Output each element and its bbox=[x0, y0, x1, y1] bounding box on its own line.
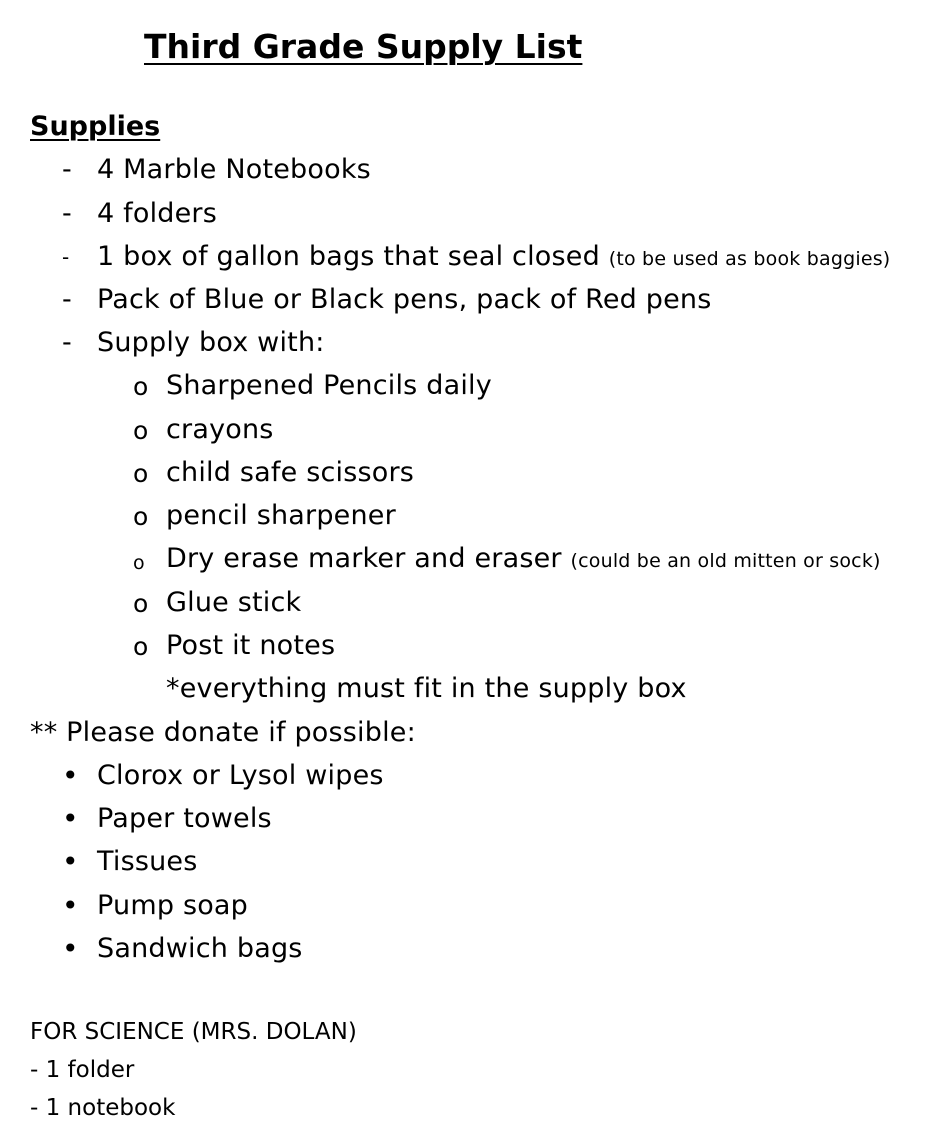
item-text: Glue stick bbox=[166, 587, 302, 618]
list-marker: - bbox=[62, 154, 72, 185]
list-item bbox=[97, 240, 890, 276]
item-text: Supply box with: bbox=[97, 327, 325, 358]
bullet-marker: • bbox=[62, 759, 79, 792]
supplies-heading: Supplies bbox=[30, 111, 161, 142]
science-item: - 1 folder bbox=[30, 1057, 135, 1083]
list-item bbox=[97, 197, 217, 231]
item-text: pencil sharpener bbox=[166, 500, 396, 531]
list-marker: - bbox=[62, 327, 72, 358]
list-item bbox=[97, 326, 325, 360]
supply-box-note: *everything must fit in the supply box bbox=[166, 673, 687, 704]
list-item bbox=[97, 153, 371, 187]
list-item: Sandwich bags bbox=[97, 933, 303, 964]
list-item bbox=[166, 456, 414, 490]
bullet-marker: • bbox=[62, 845, 79, 878]
list-item bbox=[166, 499, 396, 533]
page-title: Third Grade Supply List bbox=[144, 27, 583, 66]
list-marker: o bbox=[133, 459, 149, 488]
item-text: 4 Marble Notebooks bbox=[97, 154, 371, 185]
list-marker: - bbox=[62, 284, 72, 315]
list-marker: o bbox=[133, 502, 149, 531]
list-marker: o bbox=[133, 589, 149, 618]
science-heading: FOR SCIENCE (MRS. DOLAN) bbox=[30, 1019, 357, 1045]
bullet-marker: • bbox=[62, 802, 79, 835]
list-item: Pump soap bbox=[97, 890, 249, 921]
list-item bbox=[166, 542, 881, 578]
bullet-marker: • bbox=[62, 932, 79, 965]
list-marker: - bbox=[62, 245, 70, 269]
list-item: Clorox or Lysol wipes bbox=[97, 760, 384, 791]
item-text: Sharpened Pencils daily bbox=[166, 370, 492, 401]
list-marker: o bbox=[133, 372, 149, 401]
list-marker: o bbox=[133, 632, 149, 661]
list-marker: - bbox=[62, 198, 72, 229]
item-text: 1 box of gallon bags that seal closed bbox=[97, 241, 600, 272]
item-text: child safe scissors bbox=[166, 457, 415, 488]
item-note: (to be used as book baggies) bbox=[608, 248, 891, 270]
list-item bbox=[166, 413, 274, 447]
list-marker: o bbox=[133, 552, 145, 574]
item-text: crayons bbox=[166, 414, 274, 445]
item-text: Pack of Blue or Black pens, pack of Red pens bbox=[97, 284, 712, 315]
bullet-marker: • bbox=[62, 889, 79, 922]
list-marker: o bbox=[133, 416, 149, 445]
item-text: Post it notes bbox=[166, 630, 336, 661]
donate-heading: ** Please donate if possible: bbox=[30, 717, 416, 748]
item-text: 4 folders bbox=[97, 198, 218, 229]
list-item bbox=[97, 283, 712, 317]
science-item: - 1 notebook bbox=[30, 1095, 176, 1121]
list-item bbox=[166, 369, 492, 403]
item-text: Dry erase marker and eraser bbox=[166, 543, 562, 574]
list-item: Tissues bbox=[97, 846, 198, 877]
list-item bbox=[166, 629, 335, 663]
item-note: (could be an old mitten or sock) bbox=[570, 550, 881, 572]
list-item: Paper towels bbox=[97, 803, 272, 834]
list-item bbox=[166, 586, 301, 620]
